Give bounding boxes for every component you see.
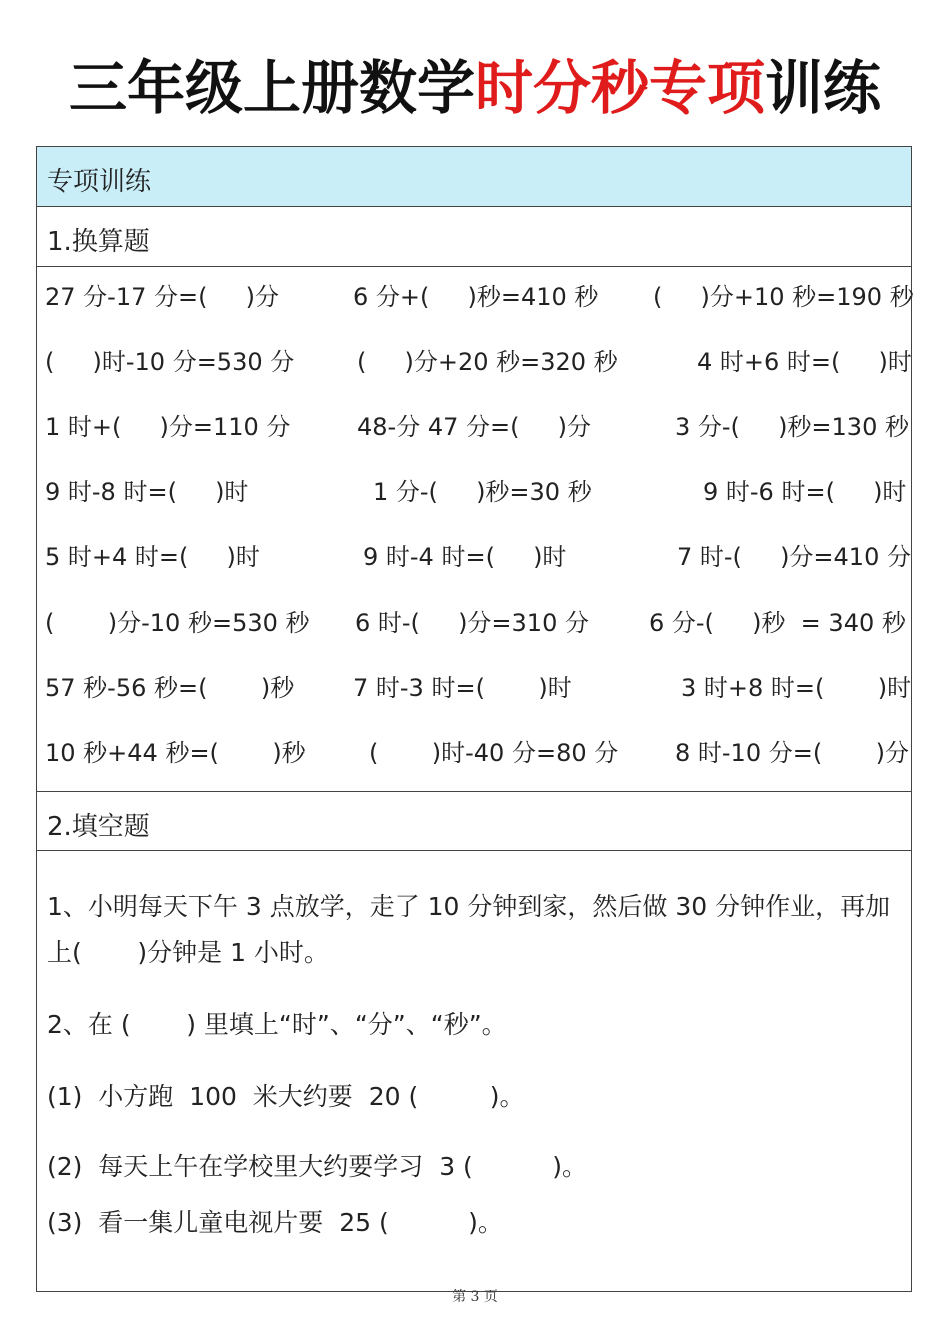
problem-cell: 9 时-8 时=( )时 <box>45 478 249 506</box>
question-2-item2: (2) 每天上午在学校里大约要学习 3 ( )。 <box>47 1152 588 1181</box>
problem-cell: ( )分+20 秒=320 秒 <box>357 348 618 376</box>
problem-cell: 48-分 47 分=( )分 <box>357 413 591 441</box>
section2-row <box>37 791 911 851</box>
problem-cell: 6 时-( )分=310 分 <box>355 609 589 637</box>
problem-cell: 9 时-6 时=( )时 <box>703 478 907 506</box>
problem-cell: 3 时+8 时=( )时 <box>681 674 912 702</box>
header-row <box>37 147 911 207</box>
title-part1: 三年级上册数学 <box>68 54 475 122</box>
problem-cell: 6 分+( )秒=410 秒 <box>353 283 599 311</box>
problem-cell: 7 时-3 时=( )时 <box>353 674 572 702</box>
problem-cell: ( )时-10 分=530 分 <box>45 348 295 376</box>
problem-cell: 9 时-4 时=( )时 <box>363 543 567 571</box>
question-2: 2、在 ( ) 里填上“时”、“分”、“秒”。 <box>47 1010 507 1039</box>
problem-cell: 10 秒+44 秒=( )秒 <box>45 739 306 767</box>
problem-cell: 27 分-17 分=( )分 <box>45 283 279 311</box>
question-1-line1: 1、小明每天下午 3 点放学，走了 10 分钟到家，然后做 30 分钟作业，再加 <box>47 892 891 921</box>
problem-cell: 5 时+4 时=( )时 <box>45 543 260 571</box>
problem-cell: 8 时-10 分=( )分 <box>675 739 909 767</box>
problem-cell: 7 时-( )分=410 分 <box>677 543 911 571</box>
header-label: 专项训练 <box>47 167 152 197</box>
problem-cell: 1 时+( )分=110 分 <box>45 413 291 441</box>
problem-cell: ( )时-40 分=80 分 <box>369 739 619 767</box>
problem-cell: 1 分-( )秒=30 秒 <box>373 478 592 506</box>
problem-cell: 6 分-( )秒 = 340 秒 <box>649 609 906 637</box>
section1-label: 1.换算题 <box>47 227 150 257</box>
page-title <box>0 48 950 128</box>
section2-label: 2.填空题 <box>47 812 150 842</box>
question-2-item3: (3) 看一集儿童电视片要 25 ( )。 <box>47 1208 503 1237</box>
problem-cell: 4 时+6 时=( )时 <box>697 348 912 376</box>
question-1-line2: 上( )分钟是 1 小时。 <box>47 938 329 967</box>
title-part3: 训练 <box>765 54 882 122</box>
problem-cell: ( )分+10 秒=190 秒 <box>653 283 914 311</box>
page-number: 第 3 页 <box>452 1289 498 1305</box>
title-highlight: 时分秒专项 <box>474 54 765 122</box>
problem-cell: 57 秒-56 秒=( )秒 <box>45 674 295 702</box>
problem-cell: 3 分-( )秒=130 秒 <box>675 413 909 441</box>
section1-row <box>37 207 911 267</box>
worksheet-table <box>36 146 912 1292</box>
question-2-item1: (1) 小方跑 100 米大约要 20 ( )。 <box>47 1082 525 1111</box>
problem-cell: ( )分-10 秒=530 秒 <box>45 609 310 637</box>
